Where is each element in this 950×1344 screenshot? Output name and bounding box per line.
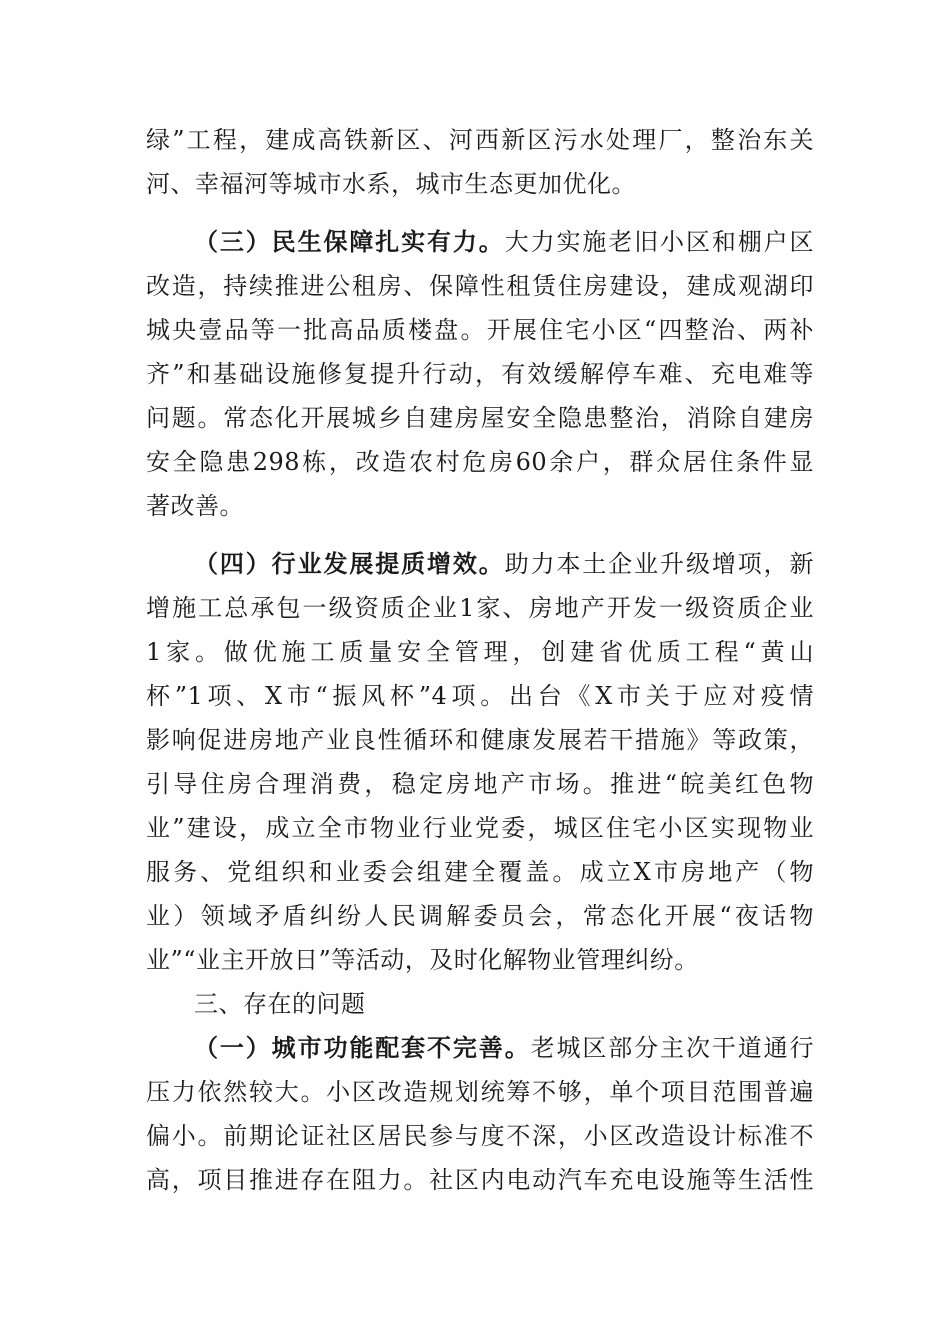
text-line: 改造，持续推进公租房、保障性租赁住房建设，建成观湖印 xyxy=(146,272,814,300)
text-line: 高，项目推进存在阻力。社区内电动汽车充电设施等生活性 xyxy=(146,1166,814,1194)
section-3-title: 三、存在的问题 xyxy=(194,990,366,1018)
document-body xyxy=(146,118,814,1202)
text-line: 安全隐患298栋，改造农村危房60余户，群众居住条件显 xyxy=(146,448,814,476)
text-line: 压力依然较大。小区改造规划统筹不够，单个项目范围普遍 xyxy=(146,1078,814,1106)
text-line: 增施工总承包一级资质企业1家、房地产开发一级资质企业 xyxy=(146,594,814,622)
text-line: 齐”和基础设施修复提升行动，有效缓解停车难、充电难等 xyxy=(146,360,814,388)
text-line: 引导住房合理消费，稳定房地产市场。推进“皖美红色物 xyxy=(146,770,814,798)
paragraph-3-first-line xyxy=(146,220,814,264)
text-line: 业”建设，成立全市物业行业党委，城区住宅小区实现物业 xyxy=(146,814,814,842)
text-line: 城央壹品等一批高品质楼盘。开展住宅小区“四整治、两补 xyxy=(146,316,814,344)
text-line: 河、幸福河等城市水系，城市生态更加优化。 xyxy=(146,170,636,198)
text-run: 老城区部分主次干道通行 xyxy=(530,1034,815,1062)
paragraph-4-heading: （四）行业发展提质增效。 xyxy=(194,549,505,578)
text-line: 问题。常态化开展城乡自建房屋安全隐患整治，消除自建房 xyxy=(146,404,814,432)
text-run: 助力本土企业升级增项，新 xyxy=(504,550,815,578)
text-line: 偏小。前期论证社区居民参与度不深，小区改造设计标准不 xyxy=(146,1122,814,1150)
text-line: 杯”1项、X市“振风杯”4项。出台《X市关于应对疫情 xyxy=(146,682,814,710)
paragraph-s3-1-first-line xyxy=(146,1026,814,1070)
paragraph-3-heading: （三）民生保障扎实有力。 xyxy=(194,227,505,256)
text-run: 大力实施老旧小区和棚户区 xyxy=(504,228,815,256)
text-line: 业”“业主开放日”等活动，及时化解物业管理纠纷。 xyxy=(146,946,699,974)
text-line: 服务、党组织和业委会组建全覆盖。成立X市房地产（物 xyxy=(146,858,814,886)
paragraph-4-first-line xyxy=(146,542,814,586)
text-line: 1家。做优施工质量安全管理，创建省优质工程“黄山 xyxy=(146,638,814,666)
text-line: 影响促进房地产业良性循环和健康发展若干措施》等政策， xyxy=(146,726,814,754)
text-line: 著改善。 xyxy=(146,492,244,520)
text-line: 绿”工程，建成高铁新区、河西新区污水处理厂，整治东关 xyxy=(146,126,814,154)
text-line: 业）领域矛盾纠纷人民调解委员会，常态化开展“夜话物 xyxy=(146,902,814,930)
paragraph-s3-1-heading: （一）城市功能配套不完善。 xyxy=(194,1033,531,1062)
